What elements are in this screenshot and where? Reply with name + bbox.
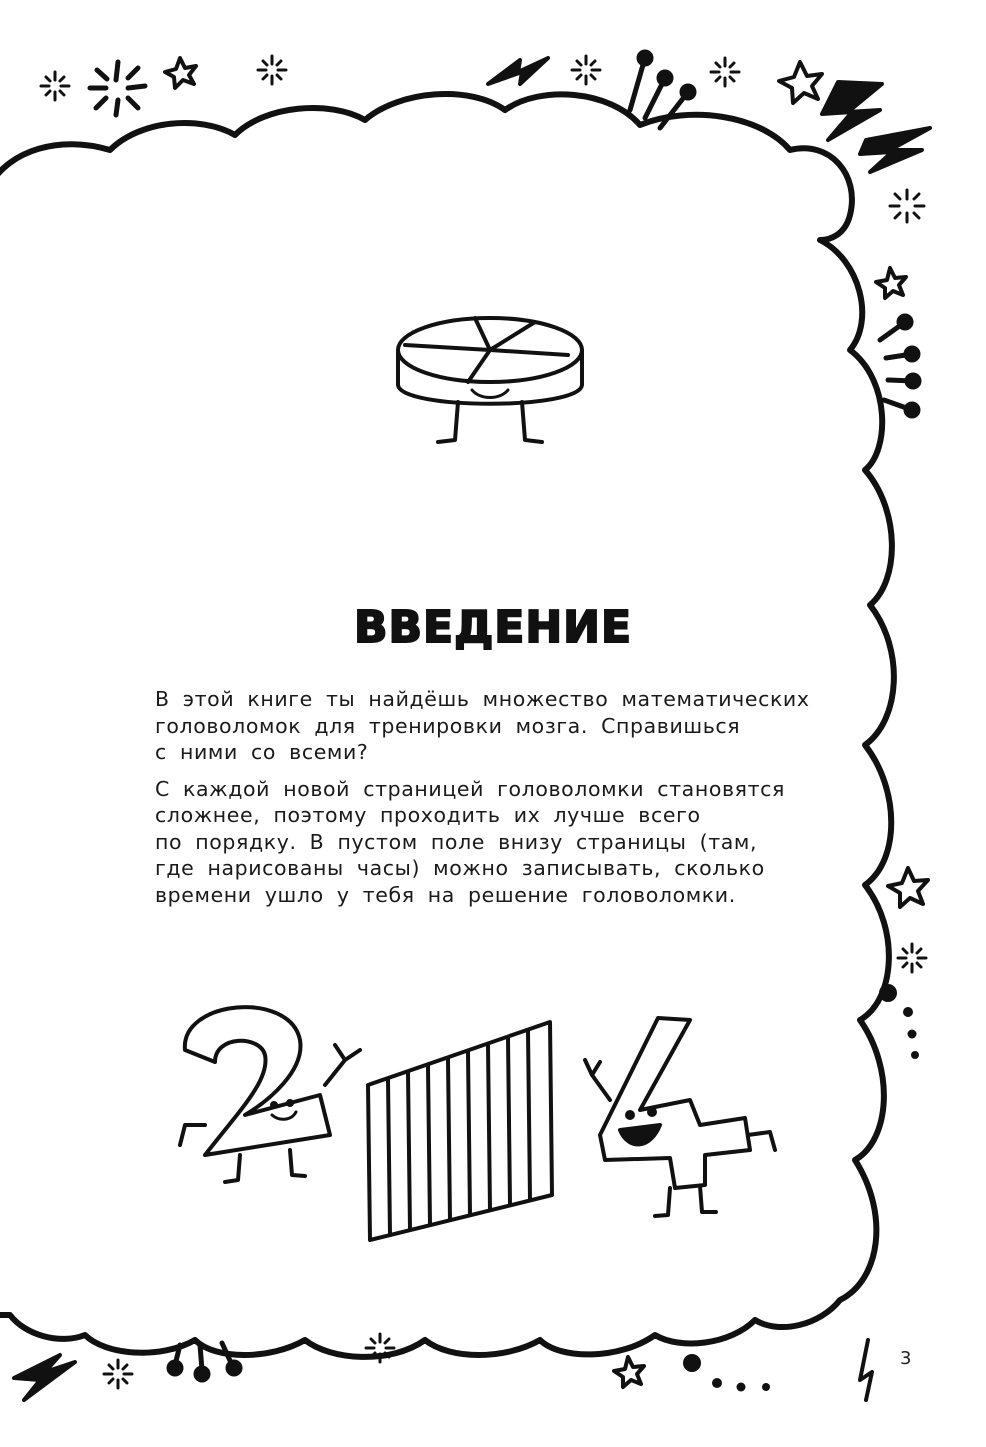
sparkle-icon [890,190,924,222]
digit-two-character [180,1007,360,1182]
lightning-icon [488,58,548,84]
dot-pattern [683,984,919,1392]
text-line: с ними со всеми? [155,740,369,764]
star-icon [779,62,822,103]
sparkle-icon [572,56,600,84]
dot-antenna-icon [880,316,919,416]
sparkle-icon [258,56,286,84]
text-line: В этой книге ты найдёшь множество математических [155,687,810,711]
paragraph-2 [155,776,795,909]
digit-four-character [585,1018,775,1216]
star-icon [888,868,928,907]
text-line: где нарисованы часы) можно записывать, сколько [155,856,765,880]
page-number: 3 [900,1348,912,1369]
text-line: головоломок для тренировки мозга. Справишься [155,713,741,738]
lightning-icon [14,1355,75,1400]
page-title: ВВЕДЕНИЕ [353,602,633,653]
sparkle-icon [41,72,69,100]
lightning-icon [860,1340,872,1400]
star-icon [614,1357,644,1387]
pie-character [398,318,582,442]
fence-bars [368,1022,552,1240]
text-line: С каждой новой страницей головоломки становятся [155,776,785,801]
sparkle-icon [90,62,145,115]
text-line: времени ушло у тебя на решение головоломки. [155,882,736,907]
paragraph-1 [155,686,810,766]
sparkle-icon [898,944,926,972]
sparkle-icon [711,58,739,86]
lightning-icon [860,128,930,172]
intro-text [155,686,810,918]
star-icon [165,58,196,88]
text-line: по порядку. В пустом поле внизу страницы (там, [155,829,758,854]
text-line: сложнее, поэтому проходить их лучше всего [155,803,701,827]
sparkle-icon [366,1334,394,1362]
sparkle-icon [104,1360,132,1388]
star-icon [876,268,906,298]
lightning-icon [822,82,882,140]
